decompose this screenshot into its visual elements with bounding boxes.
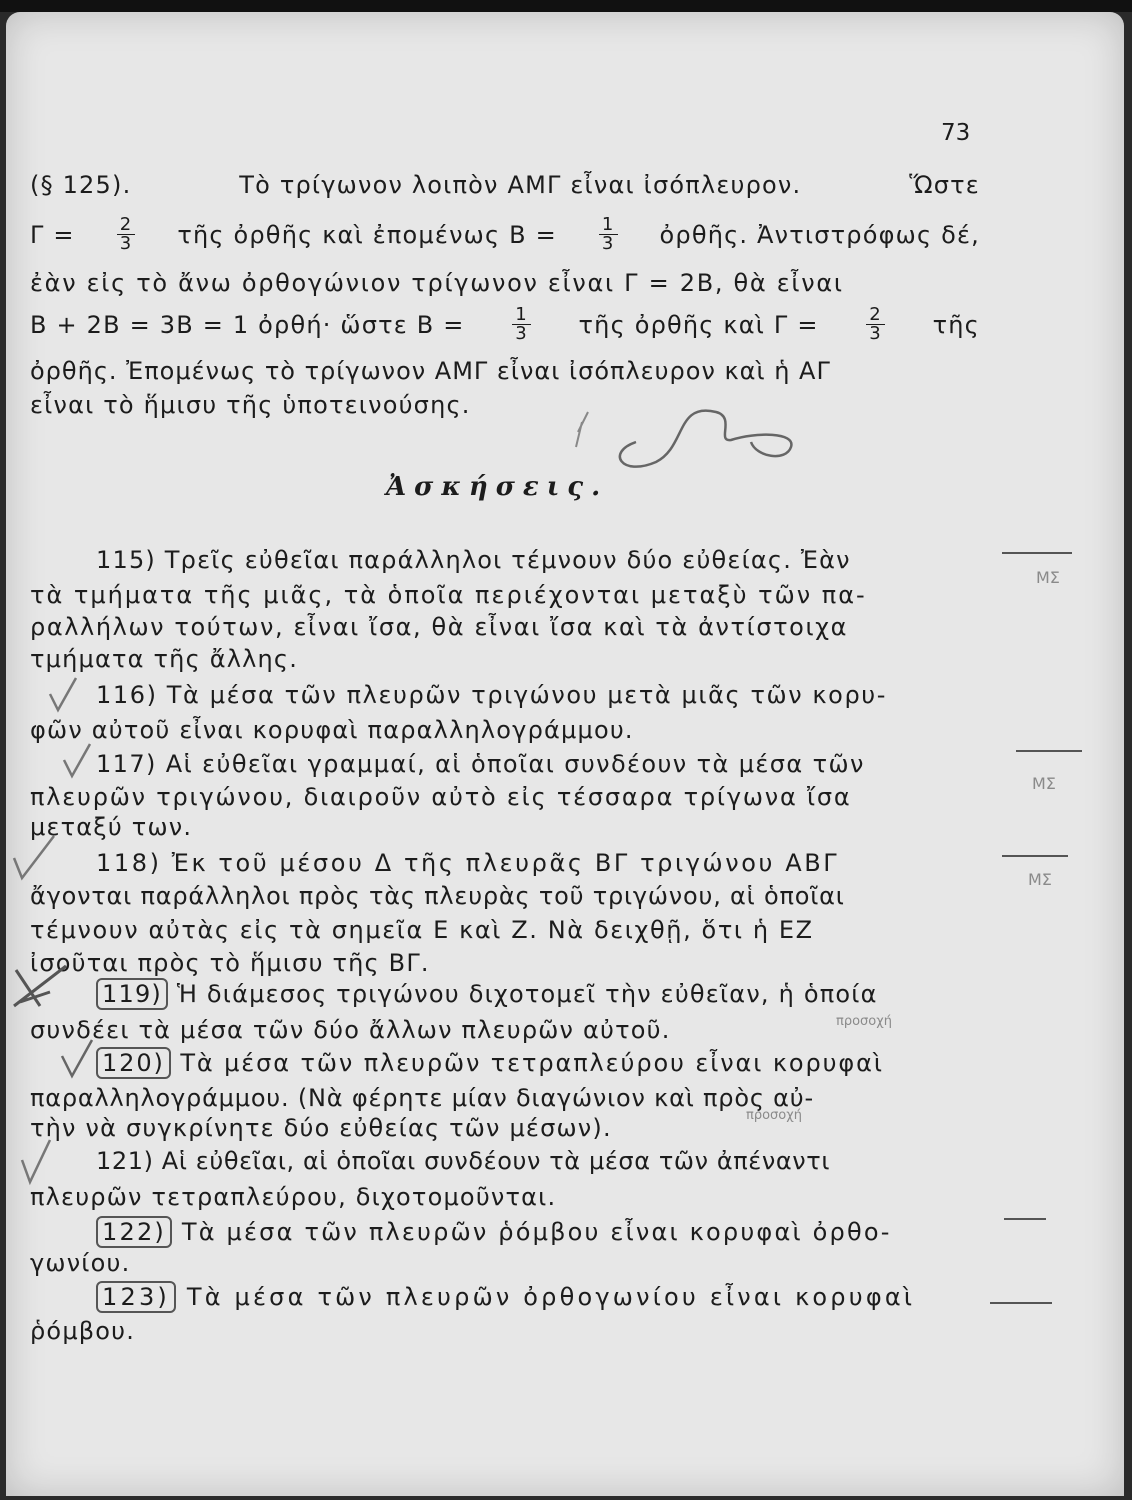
margin-note-ms: ΜΣ [1036,568,1060,587]
exercise-122-line-1 [96,1217,976,1247]
exercise-120-line-1 [96,1048,976,1078]
exercise-118-line-4: ἰσοῦται πρὸς τὸ ἥμισυ τῆς ΒΓ. [30,949,430,977]
exercise-118-line-1: 118) Ἐκ τοῦ μέσου Δ τῆς πλευρᾶς ΒΓ τριγώνου ΑΒΓ [96,849,840,877]
proof-text: τῆς ὀρθῆς καὶ ἐπομένως Β = [177,220,557,249]
fraction [599,216,618,253]
fraction [512,306,531,343]
proof-text: τῆς ὀρθῆς καὶ Γ = [578,310,819,339]
proof-line-2 [30,216,980,253]
exercise-121-line-2: πλευρῶν τετραπλεύρου, διχοτομοῦνται. [30,1183,557,1211]
margin-rule [1016,750,1082,752]
proof-line-1 [30,170,980,200]
margin-rule [1002,552,1072,554]
proof-line-5: ὀρθῆς. Ἐπομένως τὸ τρίγωνον ΑΜΓ εἶναι ἰσόπλευρον καὶ ἡ ΑΓ [30,357,831,385]
exercise-116-line-1: 116) Τὰ μέσα τῶν πλευρῶν τριγώνου μετὰ μιᾶς τῶν κορυ- [96,681,888,709]
margin-note-ms: ΜΣ [1028,870,1052,889]
exercise-119-line-2: συνδέει τὰ μέσα τῶν δύο ἄλλων πλευρῶν αὐτοῦ. [30,1016,671,1044]
margin-note-prosoxi: προσοχή [746,1108,802,1123]
exercise-117-line-2: πλευρῶν τριγώνου, διαιροῦν αὐτὸ εἰς τέσσαρα τρίγωνα ἴσα [30,783,852,811]
check-mark-icon [10,832,58,882]
exercise-text: Τὰ μέσα τῶν πλευρῶν ὀρθογωνίου εἶναι κορυφαὶ [186,1283,916,1311]
exercise-123-line-2: ῥόμβου. [30,1317,136,1345]
fraction [866,306,885,343]
fraction-numerator: 2 [117,216,136,235]
exercise-119-line-1 [96,979,976,1009]
proof-text: Τὸ τρίγωνον λοιπὸν ΑΜΓ εἶναι ἰσόπλευρον. [239,171,802,199]
proof-text: Ὥστε [909,171,980,199]
exercise-119-number: 119) [96,978,168,1010]
exercises-heading: Ἀσκήσεις. [386,472,609,502]
fraction-numerator: 2 [866,306,885,325]
exercise-120-line-3: τὴν νὰ συγκρίνητε δύο εὐθείας τῶν μέσων). [30,1114,612,1142]
section-reference: (§ 125). [30,171,132,199]
exercise-122-number: 122) [96,1216,172,1248]
exercise-115-line-1: 115) Τρεῖς εὐθεῖαι παράλληλοι τέμνουν δύο εὐθείας. Ἐὰν [96,546,851,574]
margin-note-ms: ΜΣ [1032,774,1056,793]
proof-text: τῆς [932,310,980,339]
fraction-denominator: 3 [869,323,882,344]
exercise-115-line-4: τμήματα τῆς ἄλλης. [30,645,299,673]
pencil-scribble [566,392,826,482]
check-mark-icon [58,1038,98,1082]
exercise-122-line-2: γωνίου. [30,1249,131,1277]
fraction-numerator: 1 [599,216,618,235]
proof-text: Β + 2Β = 3Β = 1 ὀρθή· ὥστε Β = [30,310,465,339]
proof-line-4 [30,306,980,343]
fraction [117,216,136,253]
exercise-120-number: 120) [96,1047,171,1079]
exercise-118-line-3: τέμνουν αὐτὰς εἰς τὰ σημεῖα Ε καὶ Ζ. Νὰ δειχθῇ, ὅτι ἡ ΕΖ [30,916,814,944]
fraction-denominator: 3 [515,323,528,344]
exercise-118-line-2: ἄγονται παράλληλοι πρὸς τὰς πλευρὰς τοῦ τριγώνου, αἱ ὁποῖαι [30,882,845,910]
check-mark-icon [46,676,82,716]
margin-rule [990,1302,1052,1304]
exercise-text: Τὰ μέσα τῶν πλευρῶν τετραπλεύρου εἶναι κορυφαὶ [180,1049,884,1077]
exercise-117-line-1: 117) Αἱ εὐθεῖαι γραμμαί, αἱ ὁποῖαι συνδέουν τὰ μέσα τῶν [96,750,865,778]
exercise-117-line-3: μεταξύ των. [30,813,193,841]
exercise-115-line-2: τὰ τμήματα τῆς μιᾶς, τὰ ὁποῖα περιέχονται μεταξὺ τῶν πα- [30,581,867,609]
exercise-120-line-2: παραλληλογράμμου. (Νὰ φέρητε μίαν διαγώνιον καὶ πρὸς αὐ- [30,1084,814,1112]
proof-line-3: ἐὰν εἰς τὸ ἄνω ὀρθογώνιον τρίγωνον εἶναι Γ = 2Β, θὰ εἶναι [30,269,844,297]
exercise-text: Τὰ μέσα τῶν πλευρῶν ῥόμβου εἶναι κορυφαὶ ὀρθο- [181,1218,892,1246]
margin-rule [1004,1218,1046,1220]
exercise-123-number: 123) [96,1281,176,1313]
exercise-115-line-3: ραλλήλων τούτων, εἶναι ἴσα, θὰ εἶναι ἴσα καὶ τὰ ἀντίστοιχα [30,613,849,641]
cross-mark-icon [10,962,70,1012]
page-number: 73 [941,120,971,146]
proof-text: Γ = [30,220,75,249]
fraction-denominator: 3 [119,233,133,254]
exercise-121-line-1: 121) Αἱ εὐθεῖαι, αἱ ὁποῖαι συνδέουν τὰ μέσα τῶν ἀπέναντι [96,1147,831,1175]
margin-note-prosoxi: προσοχή [836,1014,892,1029]
check-mark-icon [16,1136,56,1186]
check-mark-icon [60,742,96,782]
fraction-denominator: 3 [601,233,615,254]
fraction-numerator: 1 [512,306,531,325]
margin-rule [1002,855,1068,857]
exercise-123-line-1 [96,1282,976,1312]
scan-top-band [0,0,1132,12]
proof-text: ὀρθῆς. Ἀντιστρόφως δέ, [659,220,980,249]
book-page [6,12,1124,1496]
proof-line-6: εἶναι τὸ ἥμισυ τῆς ὑποτεινούσης. [30,391,471,419]
exercise-116-line-2: φῶν αὐτοῦ εἶναι κορυφαὶ παραλληλογράμμου. [30,716,634,744]
exercise-text: Ἡ διάμεσος τριγώνου διχοτομεῖ τὴν εὐθεῖαν, ἡ ὁποία [176,980,878,1008]
